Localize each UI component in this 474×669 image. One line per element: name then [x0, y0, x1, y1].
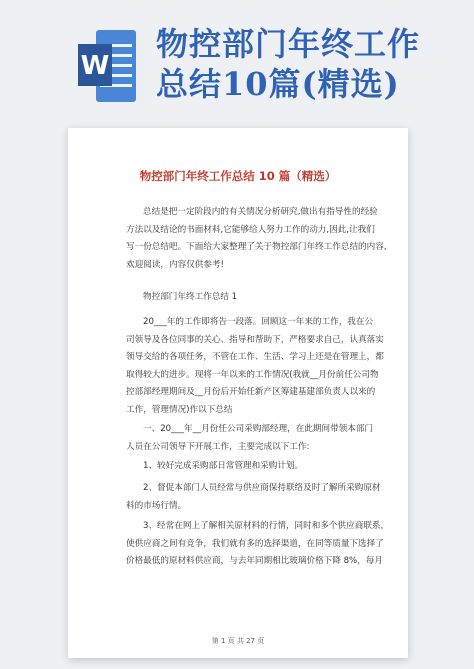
text-line: 使供应商之间有竞争，我们就有多的选择渠道，在同等质量下选择了	[126, 538, 384, 549]
list-item	[126, 480, 381, 515]
list-item	[126, 518, 390, 571]
list-item	[126, 458, 376, 476]
banner-title-line-1: 物控部门年终工作	[156, 25, 421, 63]
text-line: 料的市场行情。	[126, 500, 187, 511]
text-line: 写一份总结吧。下面给大家整理了关于物控部门年终工作总结的内容,	[126, 242, 387, 252]
text-line: 工作，管理情况)作以下总结	[126, 404, 233, 415]
document-page	[68, 128, 408, 658]
text-line: 1、较好完成采购部日常管理和采购计划。	[143, 461, 304, 471]
text-line: 方法以及结论的书面材料,它能够给人努力工作的动力,因此,让我们	[126, 224, 375, 235]
text-line: 物控部门年终工作总结 1	[143, 292, 238, 302]
text-line: 人员在公司领导下开展工作，主要完成以下工作:	[126, 441, 310, 452]
text-line: 司领导及各位同事的关心、指导和帮助下，严格要求自己，认真落实	[126, 334, 384, 345]
intro-paragraph	[126, 204, 387, 274]
text-line: 总结是把一定阶段内的有关情况分析研究,做出有指导性的经验	[143, 207, 378, 217]
body-paragraph	[126, 421, 376, 456]
text-line: 价格最低的原材料供应商，与去年同期相比玻璃价格下降 8%，每月	[126, 556, 383, 566]
banner-title-line-2: 总结10篇(精选)	[156, 65, 400, 103]
text-line: 20___年的工作即将告一段落。回顾这一年来的工作，我在公	[143, 317, 374, 327]
text-line: 3、经常在网上了解相关原材料的行情，同时和多个供应商联系，	[143, 521, 390, 531]
text-line: 一、20___年__月份任公司采购部经理，在此期间带领本部门	[143, 424, 374, 434]
banner-title	[156, 24, 420, 104]
section-heading	[126, 289, 376, 307]
text-line: 欢迎阅读，内容仅供参考!	[126, 259, 224, 270]
document-title: 物控部门年终工作总结 10 篇（精选）	[139, 169, 337, 183]
body-paragraph	[126, 314, 384, 419]
svg-text:W: W	[80, 51, 110, 81]
page-number: 第 1 页 共 27 页	[211, 637, 265, 645]
text-line: 领导交给的各项任务，不管在工作、生活、学习上还是在管理上，都	[126, 352, 384, 362]
text-line: 取得较大的进步。现将一年以来的工作情况(我就__月份前任公司物	[126, 369, 379, 380]
word-document-icon	[78, 30, 136, 102]
text-line: 控部部经理期间及__月份后开始任新产区筹建基建部负责人以来的	[126, 387, 376, 397]
text-line: 2、督促本部门人员经常与供应商保持联络及时了解所采购原材	[143, 483, 381, 493]
